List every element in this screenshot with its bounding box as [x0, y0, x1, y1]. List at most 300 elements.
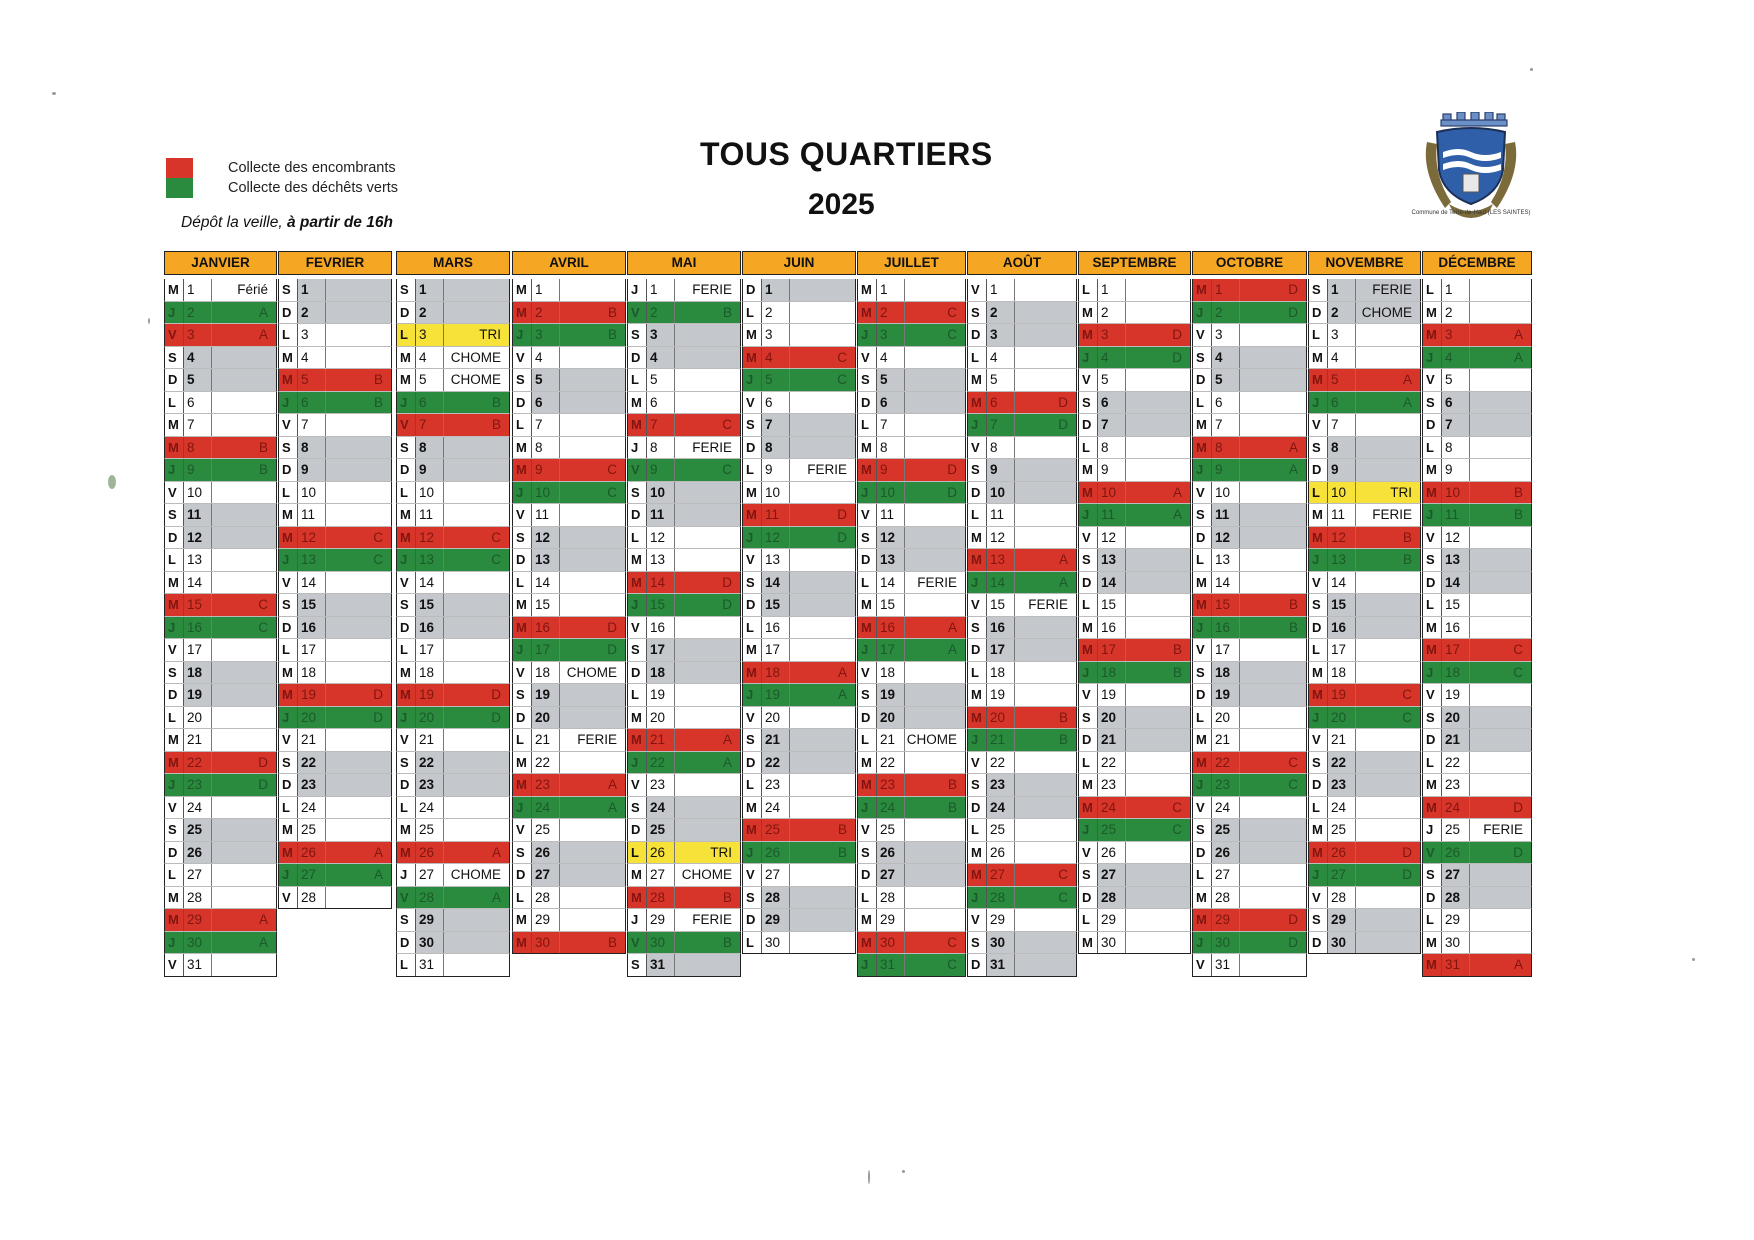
cell-divider: [904, 437, 905, 459]
cell-divider: [183, 504, 184, 526]
cell-divider: [1014, 594, 1015, 616]
cell-divider: [559, 392, 560, 414]
day-row: [627, 707, 741, 730]
weekday-letter: M: [861, 754, 872, 770]
cell-divider: [1327, 752, 1328, 774]
cell-divider: [1441, 437, 1442, 459]
day-number: 31: [990, 957, 1006, 972]
cell-divider: [646, 549, 647, 571]
cell-divider: [646, 594, 647, 616]
cell-divider: [183, 482, 184, 504]
day-number: 22: [419, 754, 435, 770]
cell-divider: [1125, 437, 1126, 459]
cell-divider: [674, 909, 675, 931]
day-number: 18: [880, 664, 896, 680]
cell-divider: [531, 482, 532, 504]
cell-divider: [1097, 549, 1098, 571]
day-number: 25: [1445, 822, 1461, 837]
weekday-letter: L: [1312, 642, 1320, 657]
weekday-letter: J: [516, 327, 524, 342]
day-number: 5: [1445, 372, 1453, 387]
cell-divider: [183, 864, 184, 886]
day-row: [857, 324, 966, 347]
cell-divider: [531, 842, 532, 864]
cell-divider: [1355, 279, 1356, 301]
day-number: 14: [650, 574, 666, 590]
day-number: 3: [765, 327, 773, 342]
day-number: 21: [1331, 732, 1347, 747]
day-row: [742, 302, 856, 325]
weekday-letter: V: [1312, 732, 1321, 747]
cell-divider: [1097, 932, 1098, 954]
cell-divider: [183, 392, 184, 414]
cell-divider: [325, 887, 326, 909]
cell-divider: [1211, 819, 1212, 841]
day-number: 20: [187, 709, 203, 725]
day-number: 26: [535, 844, 551, 860]
day-number: 17: [1101, 642, 1117, 657]
day-row: [742, 864, 856, 887]
day-number: 30: [1215, 934, 1231, 950]
day-number: 14: [990, 574, 1006, 590]
cell-divider: [904, 459, 905, 481]
weekday-letter: M: [746, 484, 757, 500]
dechets-verts-label: Collecte des déchêts verts: [228, 180, 399, 196]
weekday-letter: M: [631, 574, 642, 590]
day-row: [742, 909, 856, 932]
cell-divider: [1125, 752, 1126, 774]
cell-divider: [1355, 639, 1356, 661]
cell-divider: [443, 549, 444, 571]
cell-divider: [211, 414, 212, 436]
cell-divider: [415, 909, 416, 931]
day-number: 29: [1331, 912, 1347, 927]
cell-divider: [646, 437, 647, 459]
cell-divider: [183, 347, 184, 369]
day-number: 8: [990, 439, 998, 455]
day-note: D: [373, 687, 383, 702]
weekday-letter: M: [1426, 777, 1437, 792]
weekday-letter: D: [1426, 574, 1436, 590]
weekday-letter: D: [1426, 417, 1436, 432]
weekday-letter: D: [1082, 732, 1092, 747]
day-number: 14: [1331, 574, 1347, 590]
cell-divider: [183, 684, 184, 706]
month-header: OCTOBRE: [1192, 251, 1307, 275]
weekday-letter: M: [861, 619, 872, 635]
day-number: 6: [765, 394, 773, 410]
day-row: [967, 324, 1077, 347]
cell-divider: [559, 774, 560, 796]
day-number: 1: [1101, 282, 1109, 297]
day-note: C: [373, 552, 383, 567]
day-number: 31: [1215, 957, 1231, 972]
cell-divider: [559, 819, 560, 841]
day-row: [164, 662, 277, 685]
cell-divider: [904, 414, 905, 436]
weekday-letter: L: [746, 462, 754, 477]
cell-divider: [1211, 369, 1212, 391]
day-number: 16: [990, 619, 1006, 635]
cell-divider: [559, 504, 560, 526]
day-row: [1422, 954, 1532, 977]
cell-divider: [211, 459, 212, 481]
day-row: [396, 369, 510, 392]
day-row: [164, 572, 277, 595]
day-row: [627, 774, 741, 797]
cell-divider: [761, 909, 762, 931]
day-note: B: [491, 394, 501, 410]
weekday-letter: L: [971, 664, 979, 680]
day-row: [967, 864, 1077, 887]
day-row: [396, 887, 510, 910]
weekday-letter: L: [861, 417, 869, 432]
weekday-letter: L: [861, 574, 869, 590]
day-number: 4: [880, 349, 888, 365]
weekday-letter: M: [168, 417, 179, 432]
cell-divider: [559, 437, 560, 459]
day-row: [512, 842, 626, 865]
cell-divider: [415, 414, 416, 436]
cell-divider: [1125, 414, 1126, 436]
day-row: [164, 302, 277, 325]
cell-divider: [674, 549, 675, 571]
weekday-letter: J: [1196, 619, 1204, 635]
day-number: 9: [990, 462, 998, 477]
weekday-letter: L: [1312, 799, 1320, 815]
day-row: [164, 549, 277, 572]
cell-divider: [1097, 392, 1098, 414]
cell-divider: [1211, 797, 1212, 819]
day-note: B: [722, 934, 732, 950]
cell-divider: [1355, 864, 1356, 886]
cell-divider: [876, 504, 877, 526]
weekday-letter: V: [168, 799, 177, 815]
day-number: 25: [1215, 822, 1231, 837]
cell-divider: [325, 639, 326, 661]
day-note: B: [1513, 484, 1523, 500]
weekday-letter: M: [631, 889, 642, 905]
weekday-letter: S: [1312, 439, 1321, 455]
cell-divider: [904, 549, 905, 571]
cell-divider: [1469, 594, 1470, 616]
cell-divider: [646, 842, 647, 864]
cell-divider: [183, 819, 184, 841]
cell-divider: [876, 639, 877, 661]
day-number: 11: [1445, 507, 1460, 522]
deposit-note: [181, 214, 393, 232]
cell-divider: [986, 639, 987, 661]
cell-divider: [1355, 549, 1356, 571]
day-row: [164, 279, 277, 302]
day-note: A: [722, 754, 732, 770]
cell-divider: [1355, 437, 1356, 459]
day-row: [1422, 932, 1532, 955]
weekday-letter: J: [1196, 777, 1204, 792]
cell-divider: [986, 279, 987, 301]
day-row: [857, 414, 966, 437]
day-row: [1308, 729, 1421, 752]
day-row: [967, 459, 1077, 482]
day-row: [857, 437, 966, 460]
weekday-letter: S: [400, 754, 409, 770]
day-note: A: [1513, 957, 1523, 972]
cell-divider: [415, 302, 416, 324]
month-header: FEVRIER: [278, 251, 392, 275]
cell-divider: [325, 864, 326, 886]
weekday-letter: M: [1312, 372, 1323, 387]
cell-divider: [789, 842, 790, 864]
cell-divider: [1469, 392, 1470, 414]
day-number: 5: [535, 372, 543, 387]
cell-divider: [297, 617, 298, 639]
weekday-letter: V: [1196, 799, 1205, 815]
month-header: MAI: [627, 251, 741, 275]
cell-divider: [1211, 887, 1212, 909]
weekday-letter: M: [746, 664, 757, 680]
day-row: [1308, 347, 1421, 370]
cell-divider: [443, 324, 444, 346]
weekday-letter: M: [400, 349, 411, 365]
day-row: [512, 617, 626, 640]
cell-divider: [325, 347, 326, 369]
day-number: 10: [1331, 484, 1347, 500]
cell-divider: [1441, 639, 1442, 661]
day-row: [627, 797, 741, 820]
day-row: [742, 392, 856, 415]
day-note: C: [607, 462, 617, 477]
weekday-letter: M: [746, 327, 757, 342]
day-row: [1192, 369, 1307, 392]
cell-divider: [986, 594, 987, 616]
day-note: B: [837, 844, 847, 860]
day-number: 15: [187, 597, 203, 612]
day-row: [278, 527, 392, 550]
day-number: 31: [880, 957, 896, 972]
day-number: 11: [990, 507, 1005, 522]
cell-divider: [325, 842, 326, 864]
cell-divider: [646, 774, 647, 796]
day-number: 18: [1445, 664, 1461, 680]
day-note: CHOME: [450, 867, 501, 882]
weekday-letter: S: [1312, 282, 1321, 297]
weekday-letter: J: [861, 799, 869, 815]
cell-divider: [789, 572, 790, 594]
day-note: FERIE: [807, 462, 847, 477]
day-note: D: [491, 709, 501, 725]
month-column: [1192, 251, 1307, 977]
weekday-letter: M: [1426, 619, 1437, 635]
weekday-letter: L: [971, 822, 979, 837]
weekday-letter: V: [400, 417, 409, 432]
cell-divider: [876, 324, 877, 346]
cell-divider: [211, 864, 212, 886]
day-number: 6: [419, 394, 427, 410]
cell-divider: [531, 752, 532, 774]
day-number: 18: [1215, 664, 1231, 680]
day-number: 8: [650, 439, 658, 455]
cell-divider: [1469, 774, 1470, 796]
cell-divider: [1239, 324, 1240, 346]
cell-divider: [986, 572, 987, 594]
cell-divider: [415, 819, 416, 841]
day-row: [164, 707, 277, 730]
day-number: 21: [1445, 732, 1461, 747]
weekday-letter: L: [1196, 867, 1204, 882]
day-number: 19: [990, 687, 1006, 702]
day-row: [1422, 347, 1532, 370]
weekday-letter: J: [631, 597, 639, 612]
cell-divider: [415, 684, 416, 706]
weekday-letter: M: [971, 867, 982, 882]
cell-divider: [1097, 414, 1098, 436]
day-row: [1308, 504, 1421, 527]
day-row: [278, 369, 392, 392]
cell-divider: [1327, 842, 1328, 864]
day-row: [627, 527, 741, 550]
cell-divider: [1097, 617, 1098, 639]
day-note: C: [1513, 642, 1523, 657]
cell-divider: [1125, 459, 1126, 481]
weekday-letter: L: [282, 484, 290, 500]
cell-divider: [1355, 504, 1356, 526]
cell-divider: [531, 437, 532, 459]
cell-divider: [646, 302, 647, 324]
cell-divider: [183, 639, 184, 661]
day-note: CHOME: [681, 867, 732, 882]
cell-divider: [789, 392, 790, 414]
day-note: C: [1513, 664, 1523, 680]
day-note: D: [1172, 327, 1182, 342]
day-number: 22: [1215, 754, 1231, 770]
day-number: 17: [1331, 642, 1347, 657]
cell-divider: [559, 279, 560, 301]
weekday-letter: S: [861, 372, 870, 387]
day-row: [967, 909, 1077, 932]
cell-divider: [531, 774, 532, 796]
day-note: C: [722, 417, 732, 432]
cell-divider: [646, 819, 647, 841]
cell-divider: [1097, 527, 1098, 549]
day-row: [512, 527, 626, 550]
cell-divider: [1239, 347, 1240, 369]
weekday-letter: M: [1426, 462, 1437, 477]
day-note: A: [1513, 327, 1523, 342]
weekday-letter: J: [631, 912, 639, 927]
day-row: [396, 324, 510, 347]
cell-divider: [789, 504, 790, 526]
day-row: [396, 639, 510, 662]
weekday-letter: J: [400, 709, 408, 725]
day-note: D: [1172, 349, 1182, 365]
weekday-letter: M: [1082, 642, 1093, 657]
cell-divider: [646, 887, 647, 909]
cell-divider: [1441, 864, 1442, 886]
weekday-letter: V: [1312, 574, 1321, 590]
day-number: 16: [880, 619, 896, 635]
cell-divider: [876, 954, 877, 976]
weekday-letter: J: [282, 709, 290, 725]
day-note: D: [947, 462, 957, 477]
weekday-letter: V: [971, 597, 980, 612]
day-row: [742, 572, 856, 595]
cell-divider: [443, 504, 444, 526]
weekday-letter: S: [746, 417, 755, 432]
weekday-letter: M: [1312, 529, 1323, 545]
cell-divider: [986, 774, 987, 796]
day-note: C: [1402, 709, 1412, 725]
day-number: 25: [301, 822, 317, 837]
day-number: 19: [1101, 687, 1117, 702]
day-number: 21: [419, 732, 435, 747]
cell-divider: [1239, 819, 1240, 841]
day-row: [967, 594, 1077, 617]
day-row: [742, 617, 856, 640]
weekday-letter: M: [1426, 484, 1437, 500]
weekday-letter: M: [1196, 574, 1207, 590]
cell-divider: [986, 842, 987, 864]
day-row: [1192, 347, 1307, 370]
weekday-letter: L: [1426, 912, 1434, 927]
cell-divider: [674, 527, 675, 549]
day-number: 15: [1445, 597, 1461, 612]
cell-divider: [325, 527, 326, 549]
cell-divider: [904, 392, 905, 414]
cell-divider: [1469, 684, 1470, 706]
cell-divider: [1441, 482, 1442, 504]
day-number: 11: [535, 507, 550, 522]
cell-divider: [1097, 864, 1098, 886]
weekday-letter: M: [861, 304, 872, 320]
weekday-letter: V: [1426, 372, 1435, 387]
cell-divider: [1014, 279, 1015, 301]
weekday-letter: M: [746, 507, 757, 522]
cell-divider: [646, 684, 647, 706]
cell-divider: [1125, 684, 1126, 706]
day-number: 24: [187, 799, 203, 815]
cell-divider: [1355, 594, 1356, 616]
cell-divider: [1327, 459, 1328, 481]
day-row: [1308, 302, 1421, 325]
weekday-letter: M: [168, 439, 179, 455]
day-number: 6: [1215, 394, 1223, 410]
day-number: 31: [419, 957, 435, 972]
weekday-letter: S: [1196, 349, 1205, 365]
day-row: [278, 279, 392, 302]
weekday-letter: M: [631, 394, 642, 410]
cell-divider: [531, 932, 532, 954]
day-number: 1: [880, 282, 888, 297]
day-row: [1078, 437, 1191, 460]
day-row: [1308, 797, 1421, 820]
weekday-letter: V: [971, 754, 980, 770]
day-row: [742, 887, 856, 910]
day-number: 8: [1445, 439, 1453, 455]
cell-divider: [646, 527, 647, 549]
day-number: 6: [990, 394, 998, 410]
weekday-letter: M: [746, 822, 757, 837]
weekday-letter: V: [746, 867, 755, 882]
day-number: 16: [301, 619, 317, 635]
cell-divider: [443, 774, 444, 796]
cell-divider: [789, 549, 790, 571]
day-row: [1308, 774, 1421, 797]
day-number: 19: [535, 687, 551, 702]
weekday-letter: D: [971, 957, 981, 972]
cell-divider: [674, 684, 675, 706]
weekday-letter: M: [282, 349, 293, 365]
cell-divider: [443, 954, 444, 976]
